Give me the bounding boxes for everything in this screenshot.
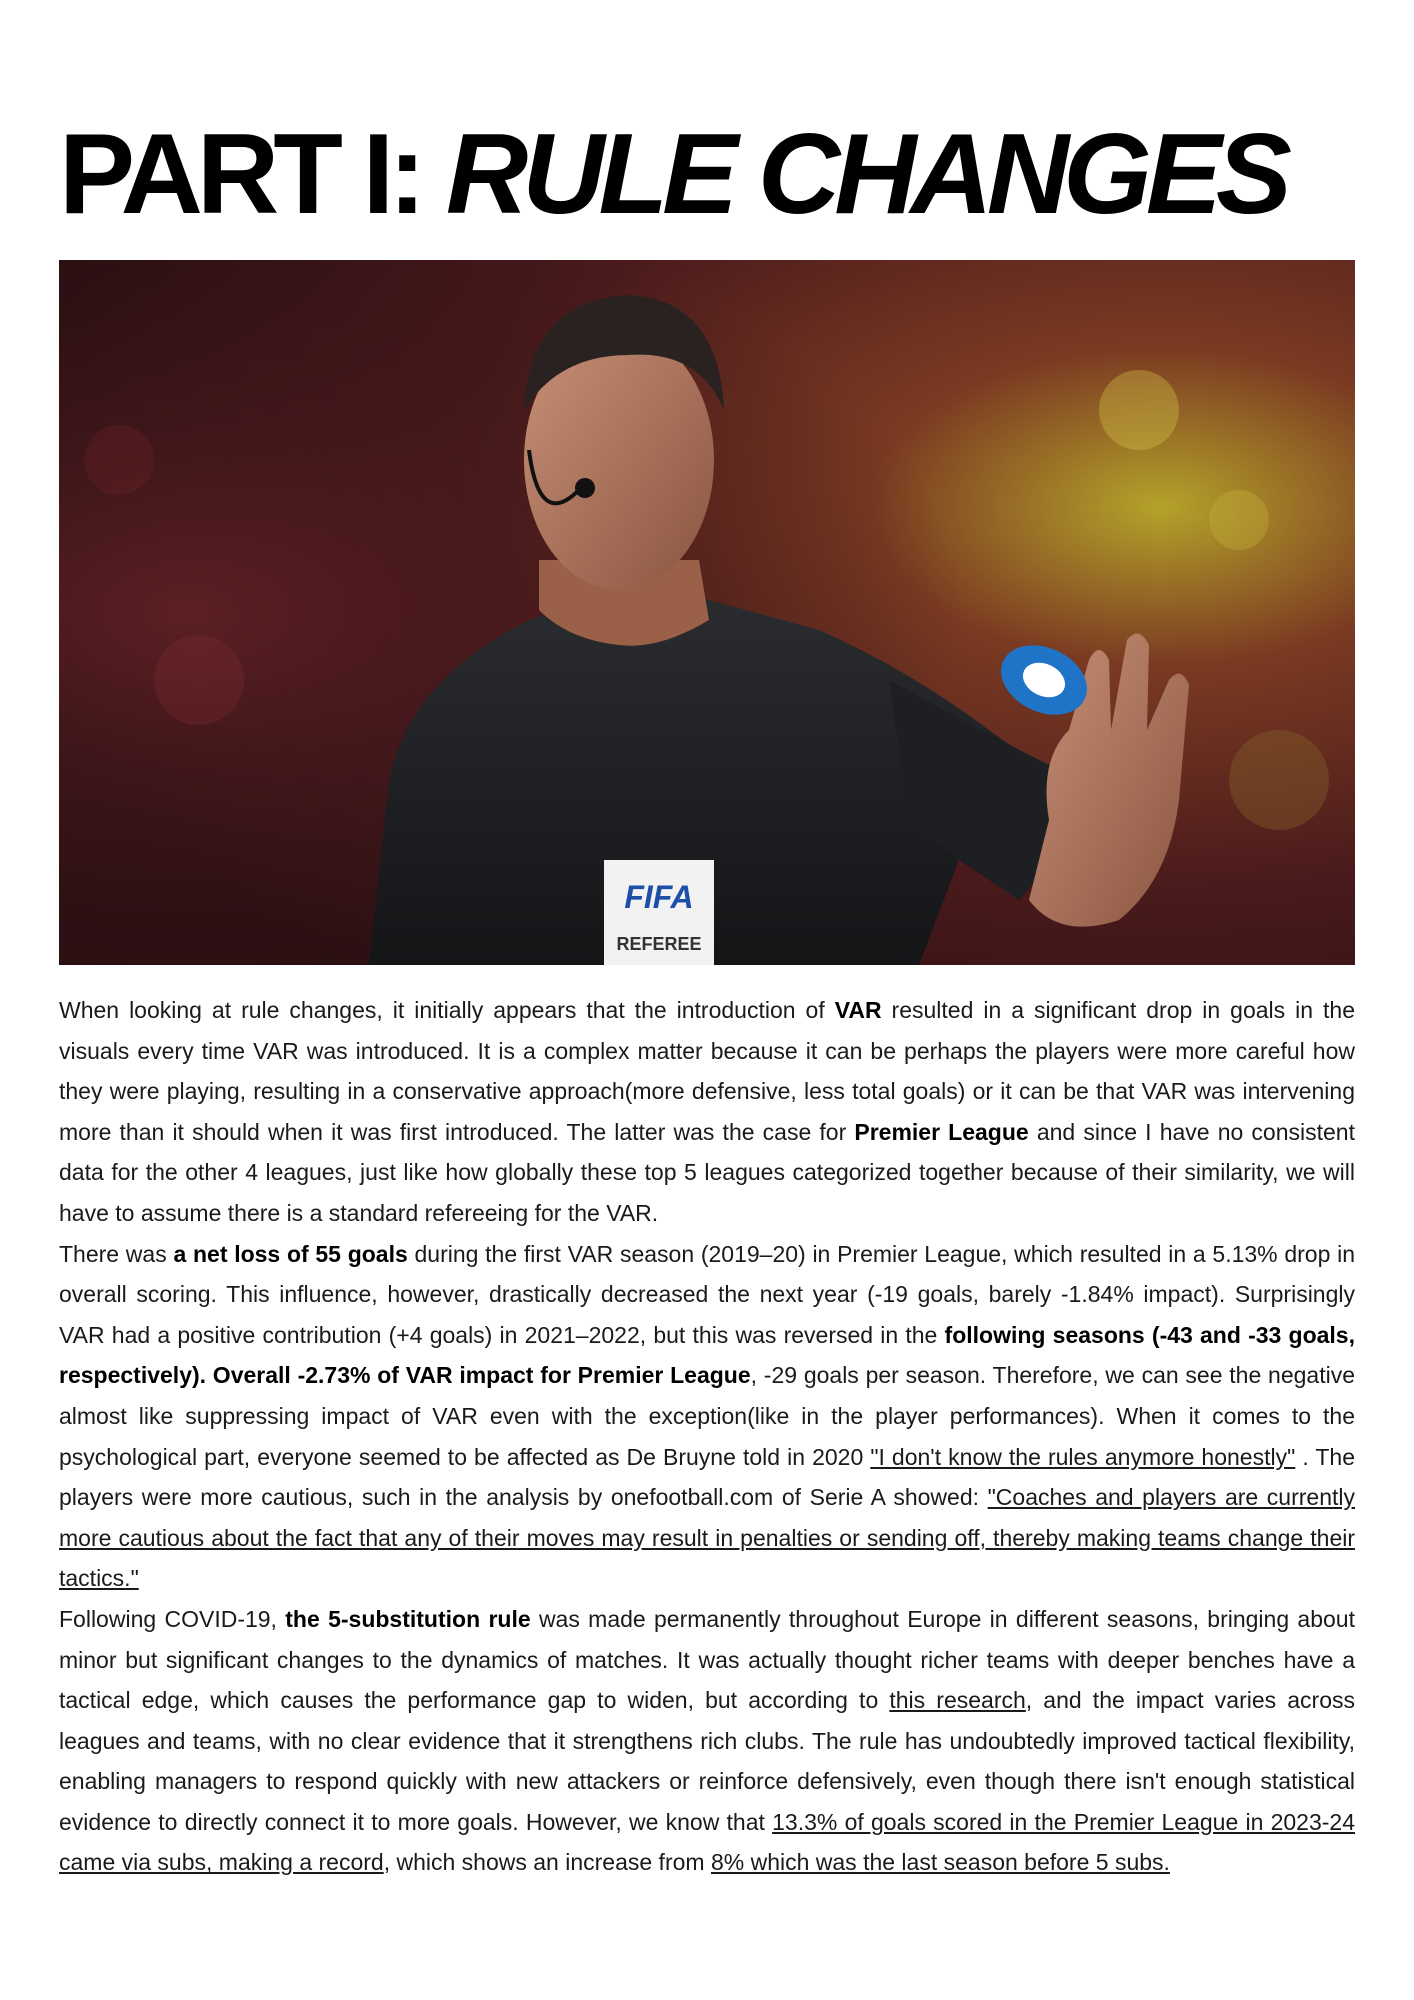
fifa-badge-role: REFEREE [616,934,702,954]
bold-net-loss: a net loss of 55 goals [173,1240,408,1267]
referee-photo-illustration [59,260,1355,965]
text-span: during the first VAR season (2019–20) in Premier League, which resulted in a 5.13% drop in overall scoring. This influence, however, drastically decreased the next year (-19 goals, barely -1.84% impact). Surprisingly VAR had a positive contribution (+4 goals) in 2021–2022, but this was reversed in the [59,1240,1356,1348]
de-bruyne-quote-link[interactable]: "I don't know the rules anymore honestly" [870,1443,1296,1470]
text-span: resulted in a significant drop in goals in the visuals every time VAR was introduced. It is a complex matter because it can be perhaps the players were more careful how they were playing, resulting in a conservative approach(more defensive, less total goals) or it can be that VAR was intervening more than it should when it was first introduced. The latter was the case for [59,997,1355,1145]
paragraph-substitution-rule [59,1599,1355,1883]
paragraph-var-impact [59,1234,1355,1599]
fifa-badge-brand: FIFA [624,879,694,915]
bold-var: VAR [834,997,882,1023]
paragraph-var-intro [59,990,1355,1234]
page-title [59,111,1286,238]
bold-premier-league: Premier League [854,1118,1029,1145]
text-span: , and the impact varies across leagues and teams, with no clear evidence that it strengthens rich clubs. The rule has undoubtedly improved tactical flexibility, enabling managers to respond quickly with new attackers or reinforce defensively, even though there isn't enough statistical evidence to directly connect it to more goals. However, we know that [59,1687,1355,1835]
bold-following-seasons: following seasons (-43 and -33 goals, respectively). Overall -2.73% of VAR impact for Premier League [59,1321,1355,1389]
referee-photo [59,260,1355,965]
title-topic: RULE CHANGES [445,111,1286,238]
bold-five-sub-rule: the 5-substitution rule [285,1605,531,1632]
article-body [59,990,1355,1883]
text-span: When looking at rule changes, it initially appears that the introduction of [59,997,835,1023]
text-span: and since I have no consistent data for the other 4 leagues, just like how globally these top 5 leagues categorized together because of their similarity, we will have to assume there is a standard refereeing for the VAR. [59,1118,1355,1226]
text-span: Following COVID-19, [59,1605,286,1632]
title-part-label: PART I: [59,111,421,238]
text-span: , which shows an increase from [383,1849,711,1876]
last-season-link[interactable]: 8% which was the last season before 5 subs. [710,1849,1170,1876]
text-span: . The players were more cautious, such in the analysis by onefootball.com of Serie A showed: [59,1443,1356,1511]
onefootball-quote-link[interactable]: "Coaches and players are currently more cautious about the fact that any of their moves may result in penalties or sending off, thereby making teams change their tactics." [59,1484,1355,1592]
text-span: , -29 goals per season. Therefore, we can see the negative almost like suppressing impact of VAR even with the exception(like in the player performances). When it comes to the psychological part, everyone seemed to be affected as De Bruyne told in 2020 [59,1362,1355,1470]
this-research-link[interactable]: this research [889,1687,1026,1714]
sub-goals-record-link[interactable]: 13.3% of goals scored in the Premier League in 2023-24 came via subs, making a record [59,1808,1355,1876]
text-span: There was [59,1240,174,1267]
text-span: was made permanently throughout Europe in different seasons, bringing about minor but significant changes to the dynamics of matches. It was actually thought richer teams with deeper benches have a tactical edge, which causes the performance gap to widen, but according to [59,1605,1355,1714]
